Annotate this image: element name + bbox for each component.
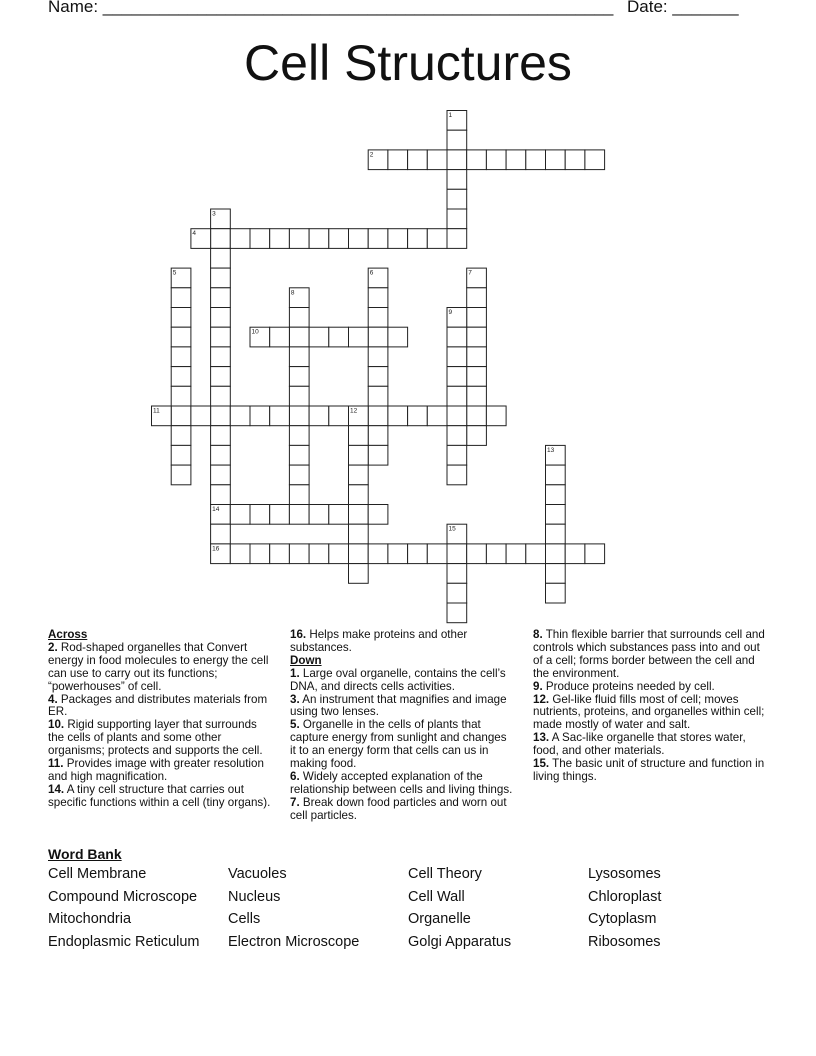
grid-cell[interactable]: [368, 288, 388, 308]
grid-cell[interactable]: [447, 445, 467, 465]
grid-cell[interactable]: [289, 347, 309, 367]
grid-cell[interactable]: [289, 386, 309, 406]
clue-across-4: 4. Packages and distributes materials from ER.: [48, 692, 268, 719]
grid-cell[interactable]: [546, 564, 566, 584]
clue-number: 11: [153, 407, 160, 415]
grid-cell[interactable]: [486, 544, 506, 564]
grid-cell[interactable]: [388, 406, 408, 426]
clue-number: 14: [212, 506, 220, 513]
word-bank-item: Golgi Apparatus: [408, 933, 512, 950]
grid-cell[interactable]: [309, 544, 329, 564]
clues-column-1: [48, 629, 273, 810]
grid-cell[interactable]: [447, 603, 467, 623]
clue-number: 2: [369, 151, 374, 159]
word-bank-item: Vacuoles: [228, 866, 287, 882]
grid-cell[interactable]: [349, 445, 369, 465]
grid-cell[interactable]: [309, 327, 329, 347]
grid-cell[interactable]: [211, 367, 231, 387]
clue-across-16: 16. Helps make proteins and other substances.: [290, 628, 468, 654]
grid-cell[interactable]: [349, 524, 369, 544]
grid-cell[interactable]: [270, 229, 290, 249]
word-bank-item: Mitochondria: [48, 911, 132, 927]
page-title: Cell Structures: [244, 35, 572, 91]
grid-cell[interactable]: [408, 150, 428, 170]
grid-cell[interactable]: [447, 150, 467, 170]
grid-cell[interactable]: [230, 229, 250, 249]
grid-cell[interactable]: [368, 406, 388, 426]
grid-cell[interactable]: [447, 229, 467, 249]
grid-cell[interactable]: [309, 406, 329, 426]
grid-cell[interactable]: [447, 386, 467, 406]
grid-cell[interactable]: [467, 327, 487, 347]
clues-column-2: [290, 629, 515, 823]
grid-cell[interactable]: [526, 544, 546, 564]
clue-number: 6: [369, 269, 374, 277]
grid-cell[interactable]: [289, 505, 309, 525]
grid-cell[interactable]: [171, 465, 191, 485]
grid-cell[interactable]: [289, 367, 309, 387]
clue-down-15: 15. The basic unit of structure and function in living things.: [533, 757, 765, 783]
clue-number: 9: [448, 309, 453, 316]
grid-cell[interactable]: [546, 524, 566, 544]
grid-cell[interactable]: [329, 406, 349, 426]
clue-down-9: 9. Produce proteins needed by cell.: [533, 679, 715, 693]
word-bank-item: Chloroplast: [588, 888, 662, 905]
grid-cell[interactable]: [349, 485, 369, 505]
grid-cell[interactable]: [368, 505, 388, 525]
grid-cell[interactable]: [211, 485, 231, 505]
grid-cell[interactable]: [506, 544, 526, 564]
grid-cell[interactable]: [349, 564, 369, 584]
grid-cell[interactable]: [467, 150, 487, 170]
grid-cell[interactable]: [171, 347, 191, 367]
grid-cell[interactable]: [447, 189, 467, 209]
grid-cell[interactable]: [289, 544, 309, 564]
clue-number: 13: [547, 446, 555, 454]
grid-cell[interactable]: [408, 406, 428, 426]
grid-cell[interactable]: [289, 426, 309, 446]
grid-cell[interactable]: [368, 386, 388, 406]
word-bank-item: Electron Microscope: [228, 933, 360, 950]
grid-cell[interactable]: [309, 229, 329, 249]
date-field-label: Date: _______: [627, 0, 739, 16]
word-bank-item: Cell Theory: [408, 866, 482, 882]
grid-cell[interactable]: [447, 465, 467, 485]
grid-cell[interactable]: [349, 327, 369, 347]
grid-cell[interactable]: [546, 583, 566, 603]
grid-cell[interactable]: [211, 288, 231, 308]
clue-number: 12: [350, 407, 358, 415]
grid-cell[interactable]: [329, 544, 349, 564]
grid-cell[interactable]: [211, 347, 231, 367]
grid-cell[interactable]: [230, 505, 250, 525]
grid-cell[interactable]: [486, 406, 506, 426]
grid-cell[interactable]: [329, 327, 349, 347]
grid-cell[interactable]: [368, 229, 388, 249]
clue-number: 1: [448, 112, 453, 119]
clue-across-14: 14. A tiny cell structure that carries out specific functions within a cell (tiny organs).: [48, 782, 271, 809]
grid-cell[interactable]: [230, 406, 250, 426]
grid-cell[interactable]: [211, 524, 231, 544]
grid-cell[interactable]: [506, 150, 526, 170]
clue-down-13: 13. A Sac-like organelle that stores water, food, and other materials.: [533, 731, 746, 758]
grid-cell[interactable]: [546, 505, 566, 525]
grid-cell[interactable]: [309, 505, 329, 525]
grid-cell[interactable]: [289, 406, 309, 426]
clue-across-2: 2. Rod-shaped organelles that Convert energy in food molecules to energy the cell can use to carry out its functions; “powerhouses” of cell.: [48, 640, 269, 693]
grid-cell[interactable]: [408, 544, 428, 564]
grid-cell[interactable]: [211, 465, 231, 485]
grid-cell[interactable]: [211, 229, 231, 249]
grid-cell[interactable]: [171, 426, 191, 446]
clue-down-5: 5. Organelle in the cells of plants that capture energy from sunlight and changes it to an energy form that cells can us in making food.: [290, 718, 507, 771]
grid-cell[interactable]: [171, 308, 191, 328]
grid-cell[interactable]: [447, 347, 467, 367]
grid-cell[interactable]: [171, 327, 191, 347]
grid-cell[interactable]: [408, 229, 428, 249]
word-bank-item: Organelle: [408, 911, 471, 927]
grid-cell[interactable]: [171, 445, 191, 465]
grid-cell[interactable]: [211, 308, 231, 328]
grid-cell[interactable]: [546, 485, 566, 505]
clue-number: 16: [212, 545, 220, 553]
clue-down-12: 12. Gel-like fluid fills most of cell; moves nutrients, proteins, and organelles within cell; made mostly of water and salt.: [533, 692, 765, 732]
grid-cell[interactable]: [171, 367, 191, 387]
grid-cell[interactable]: [349, 229, 369, 249]
grid-cell[interactable]: [211, 268, 231, 288]
clue-number: 8: [290, 289, 295, 297]
grid-cell[interactable]: [427, 150, 447, 170]
grid-cell[interactable]: [349, 544, 369, 564]
word-bank-item: Nucleus: [228, 888, 281, 905]
grid-cell[interactable]: [565, 150, 585, 170]
grid-cell[interactable]: [211, 248, 231, 268]
grid-cell[interactable]: [467, 367, 487, 387]
grid-cell[interactable]: [486, 150, 506, 170]
grid-cell[interactable]: [368, 347, 388, 367]
clue-down-3: 3. An instrument that magnifies and image using two lenses.: [290, 692, 507, 719]
name-field-label: Name: ______________________________________________________: [48, 0, 614, 16]
clue-across-10: 10. Rigid supporting layer that surrounds the cells of plants and some other organisms; protects and supports the cell.: [48, 718, 263, 758]
across-heading: Across: [48, 628, 88, 641]
down-heading: Down: [290, 653, 322, 667]
clue-down-6: 6. Widely accepted explanation of the relationship between cells and living things.: [290, 769, 513, 796]
clue-number: 5: [172, 269, 177, 277]
grid-cell[interactable]: [349, 426, 369, 446]
grid-cell[interactable]: [388, 150, 408, 170]
clue-down-8: 8. Thin flexible barrier that surrounds cell and controls which substances pass into and out of a cell; forms border between the cell and the environment.: [533, 628, 765, 680]
grid-cell[interactable]: [447, 367, 467, 387]
grid-cell[interactable]: [447, 209, 467, 229]
grid-cell[interactable]: [467, 288, 487, 308]
grid-cell[interactable]: [211, 386, 231, 406]
grid-cell[interactable]: [270, 544, 290, 564]
grid-cell[interactable]: [447, 583, 467, 603]
grid-cell[interactable]: [270, 505, 290, 525]
grid-cell[interactable]: [250, 544, 270, 564]
grid-cell[interactable]: [349, 505, 369, 525]
grid-cell[interactable]: [388, 327, 408, 347]
grid-cell[interactable]: [447, 544, 467, 564]
grid-cell[interactable]: [329, 229, 349, 249]
grid-cell[interactable]: [329, 505, 349, 525]
grid-cell[interactable]: [546, 544, 566, 564]
grid-cell[interactable]: [230, 544, 250, 564]
grid-cell[interactable]: [289, 308, 309, 328]
grid-cell[interactable]: [250, 406, 270, 426]
word-bank-item: Cell Wall: [408, 888, 465, 905]
grid-cell[interactable]: [368, 367, 388, 387]
grid-cell[interactable]: [467, 347, 487, 367]
grid-cell[interactable]: [191, 406, 211, 426]
grid-cell[interactable]: [289, 445, 309, 465]
grid-cell[interactable]: [467, 426, 487, 446]
grid-cell[interactable]: [585, 544, 605, 564]
grid-cell[interactable]: [447, 564, 467, 584]
grid-cell[interactable]: [447, 406, 467, 426]
grid-cell[interactable]: [447, 426, 467, 446]
word-bank-title: Word Bank: [48, 846, 122, 862]
grid-cell[interactable]: [250, 229, 270, 249]
grid-cell[interactable]: [171, 386, 191, 406]
grid-cell[interactable]: [388, 544, 408, 564]
clue-number: 4: [192, 230, 197, 238]
clue-number: 3: [212, 210, 216, 218]
grid-cell[interactable]: [368, 544, 388, 564]
grid-cell[interactable]: [349, 465, 369, 485]
grid-cell[interactable]: [546, 150, 566, 170]
grid-cell[interactable]: [211, 327, 231, 347]
word-bank-item: Endoplasmic Reticulum: [48, 933, 200, 950]
grid-cell[interactable]: [427, 229, 447, 249]
grid-cell[interactable]: [289, 485, 309, 505]
grid-cell[interactable]: [211, 426, 231, 446]
grid-cell[interactable]: [289, 229, 309, 249]
word-bank-item: Lysosomes: [588, 866, 661, 882]
grid-cell[interactable]: [467, 308, 487, 328]
grid-cell[interactable]: [388, 229, 408, 249]
clue-number: 7: [468, 269, 472, 277]
grid-cell[interactable]: [250, 505, 270, 525]
clues-column-3: [533, 629, 765, 784]
grid-cell[interactable]: [546, 465, 566, 485]
grid-cell[interactable]: [447, 327, 467, 347]
grid-cell[interactable]: [368, 308, 388, 328]
grid-cell[interactable]: [270, 406, 290, 426]
word-bank-item: Cytoplasm: [588, 911, 657, 927]
word-bank-item: Compound Microscope: [48, 888, 198, 905]
grid-cell[interactable]: [585, 150, 605, 170]
grid-cell[interactable]: [270, 327, 290, 347]
clue-down-1: 1. Large oval organelle, contains the cell’s DNA, and directs cells activities.: [290, 666, 506, 693]
grid-cell[interactable]: [211, 445, 231, 465]
clue-number: 10: [251, 328, 259, 336]
grid-cell[interactable]: [289, 327, 309, 347]
grid-cell[interactable]: [368, 327, 388, 347]
word-bank-item: Cell Membrane: [48, 866, 147, 882]
grid-cell[interactable]: [565, 544, 585, 564]
grid-cell[interactable]: [526, 150, 546, 170]
word-bank-item: Ribosomes: [588, 933, 661, 950]
word-bank-item: Cells: [228, 911, 261, 927]
grid-cell[interactable]: [467, 544, 487, 564]
clue-across-11: 11. Provides image with greater resolution and high magnification.: [48, 757, 264, 783]
grid-cell[interactable]: [368, 445, 388, 465]
clue-down-7: 7. Break down food particles and worn out cell particles.: [290, 795, 507, 822]
grid-cell[interactable]: [447, 130, 467, 150]
grid-cell[interactable]: [211, 406, 231, 426]
grid-cell[interactable]: [467, 386, 487, 406]
grid-cell[interactable]: [467, 406, 487, 426]
grid-cell[interactable]: [368, 426, 388, 446]
grid-cell[interactable]: [427, 544, 447, 564]
clue-number: 15: [448, 525, 456, 533]
grid-cell[interactable]: [447, 170, 467, 190]
grid-cell[interactable]: [427, 406, 447, 426]
grid-cell[interactable]: [171, 406, 191, 426]
grid-cell[interactable]: [171, 288, 191, 308]
grid-cell[interactable]: [289, 465, 309, 485]
